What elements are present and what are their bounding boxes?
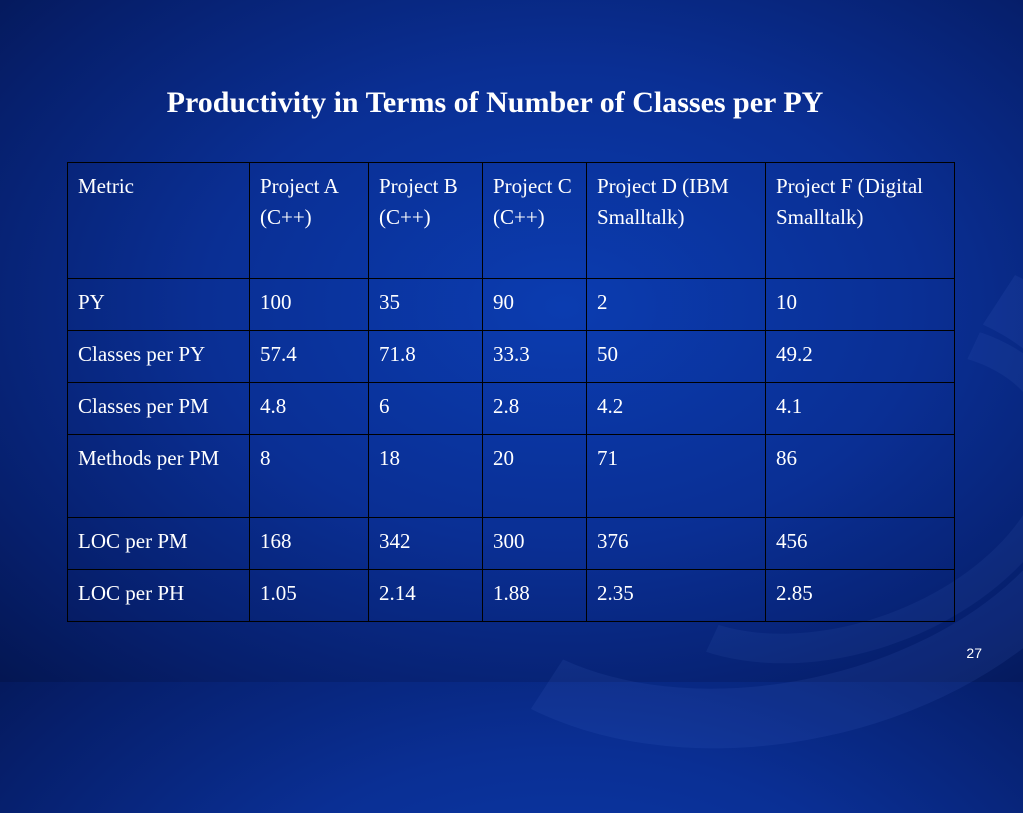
table-cell: 57.4 xyxy=(250,331,369,383)
table-cell: 33.3 xyxy=(483,331,587,383)
table-cell: 35 xyxy=(369,279,483,331)
table-cell: 1.05 xyxy=(250,570,369,622)
table-cell: 6 xyxy=(369,383,483,435)
header-cell-project-d: Project D (IBM Smalltalk) xyxy=(587,163,766,279)
table-cell: 2.8 xyxy=(483,383,587,435)
page-number: 27 xyxy=(966,645,982,661)
table-cell: 2 xyxy=(587,279,766,331)
table-cell: 71 xyxy=(587,435,766,518)
row-label-cell: Classes per PM xyxy=(68,383,250,435)
table-cell: 2.35 xyxy=(587,570,766,622)
table-cell: 71.8 xyxy=(369,331,483,383)
table-cell: 300 xyxy=(483,518,587,570)
row-label-cell: Classes per PY xyxy=(68,331,250,383)
table-cell: 2.85 xyxy=(766,570,955,622)
header-cell-metric: Metric xyxy=(68,163,250,279)
table-cell: 50 xyxy=(587,331,766,383)
table-cell: 4.8 xyxy=(250,383,369,435)
header-cell-project-f: Project F (Digital Smalltalk) xyxy=(766,163,955,279)
productivity-table xyxy=(67,162,955,622)
table-row xyxy=(68,279,955,331)
table-row xyxy=(68,570,955,622)
table-cell: 20 xyxy=(483,435,587,518)
table-cell: 90 xyxy=(483,279,587,331)
slide-title: Productivity in Terms of Number of Classes per PY xyxy=(166,86,824,119)
table-row xyxy=(68,518,955,570)
table-row xyxy=(68,435,955,518)
header-cell-project-c: Project C (C++) xyxy=(483,163,587,279)
header-cell-project-a: Project A (C++) xyxy=(250,163,369,279)
row-label-cell: Methods per PM xyxy=(68,435,250,518)
table-header-row xyxy=(68,163,955,279)
table-cell: 86 xyxy=(766,435,955,518)
table-cell: 376 xyxy=(587,518,766,570)
table-cell: 4.2 xyxy=(587,383,766,435)
table-cell: 1.88 xyxy=(483,570,587,622)
row-label-cell: LOC per PM xyxy=(68,518,250,570)
row-label-cell: LOC per PH xyxy=(68,570,250,622)
row-label-cell: PY xyxy=(68,279,250,331)
table-cell: 100 xyxy=(250,279,369,331)
table-row xyxy=(68,331,955,383)
table-cell: 168 xyxy=(250,518,369,570)
table-cell: 10 xyxy=(766,279,955,331)
table-cell: 342 xyxy=(369,518,483,570)
table-cell: 2.14 xyxy=(369,570,483,622)
table-cell: 18 xyxy=(369,435,483,518)
table-cell: 4.1 xyxy=(766,383,955,435)
table-cell: 456 xyxy=(766,518,955,570)
table-row xyxy=(68,383,955,435)
table-cell: 8 xyxy=(250,435,369,518)
header-cell-project-b: Project B (C++) xyxy=(369,163,483,279)
table-cell: 49.2 xyxy=(766,331,955,383)
